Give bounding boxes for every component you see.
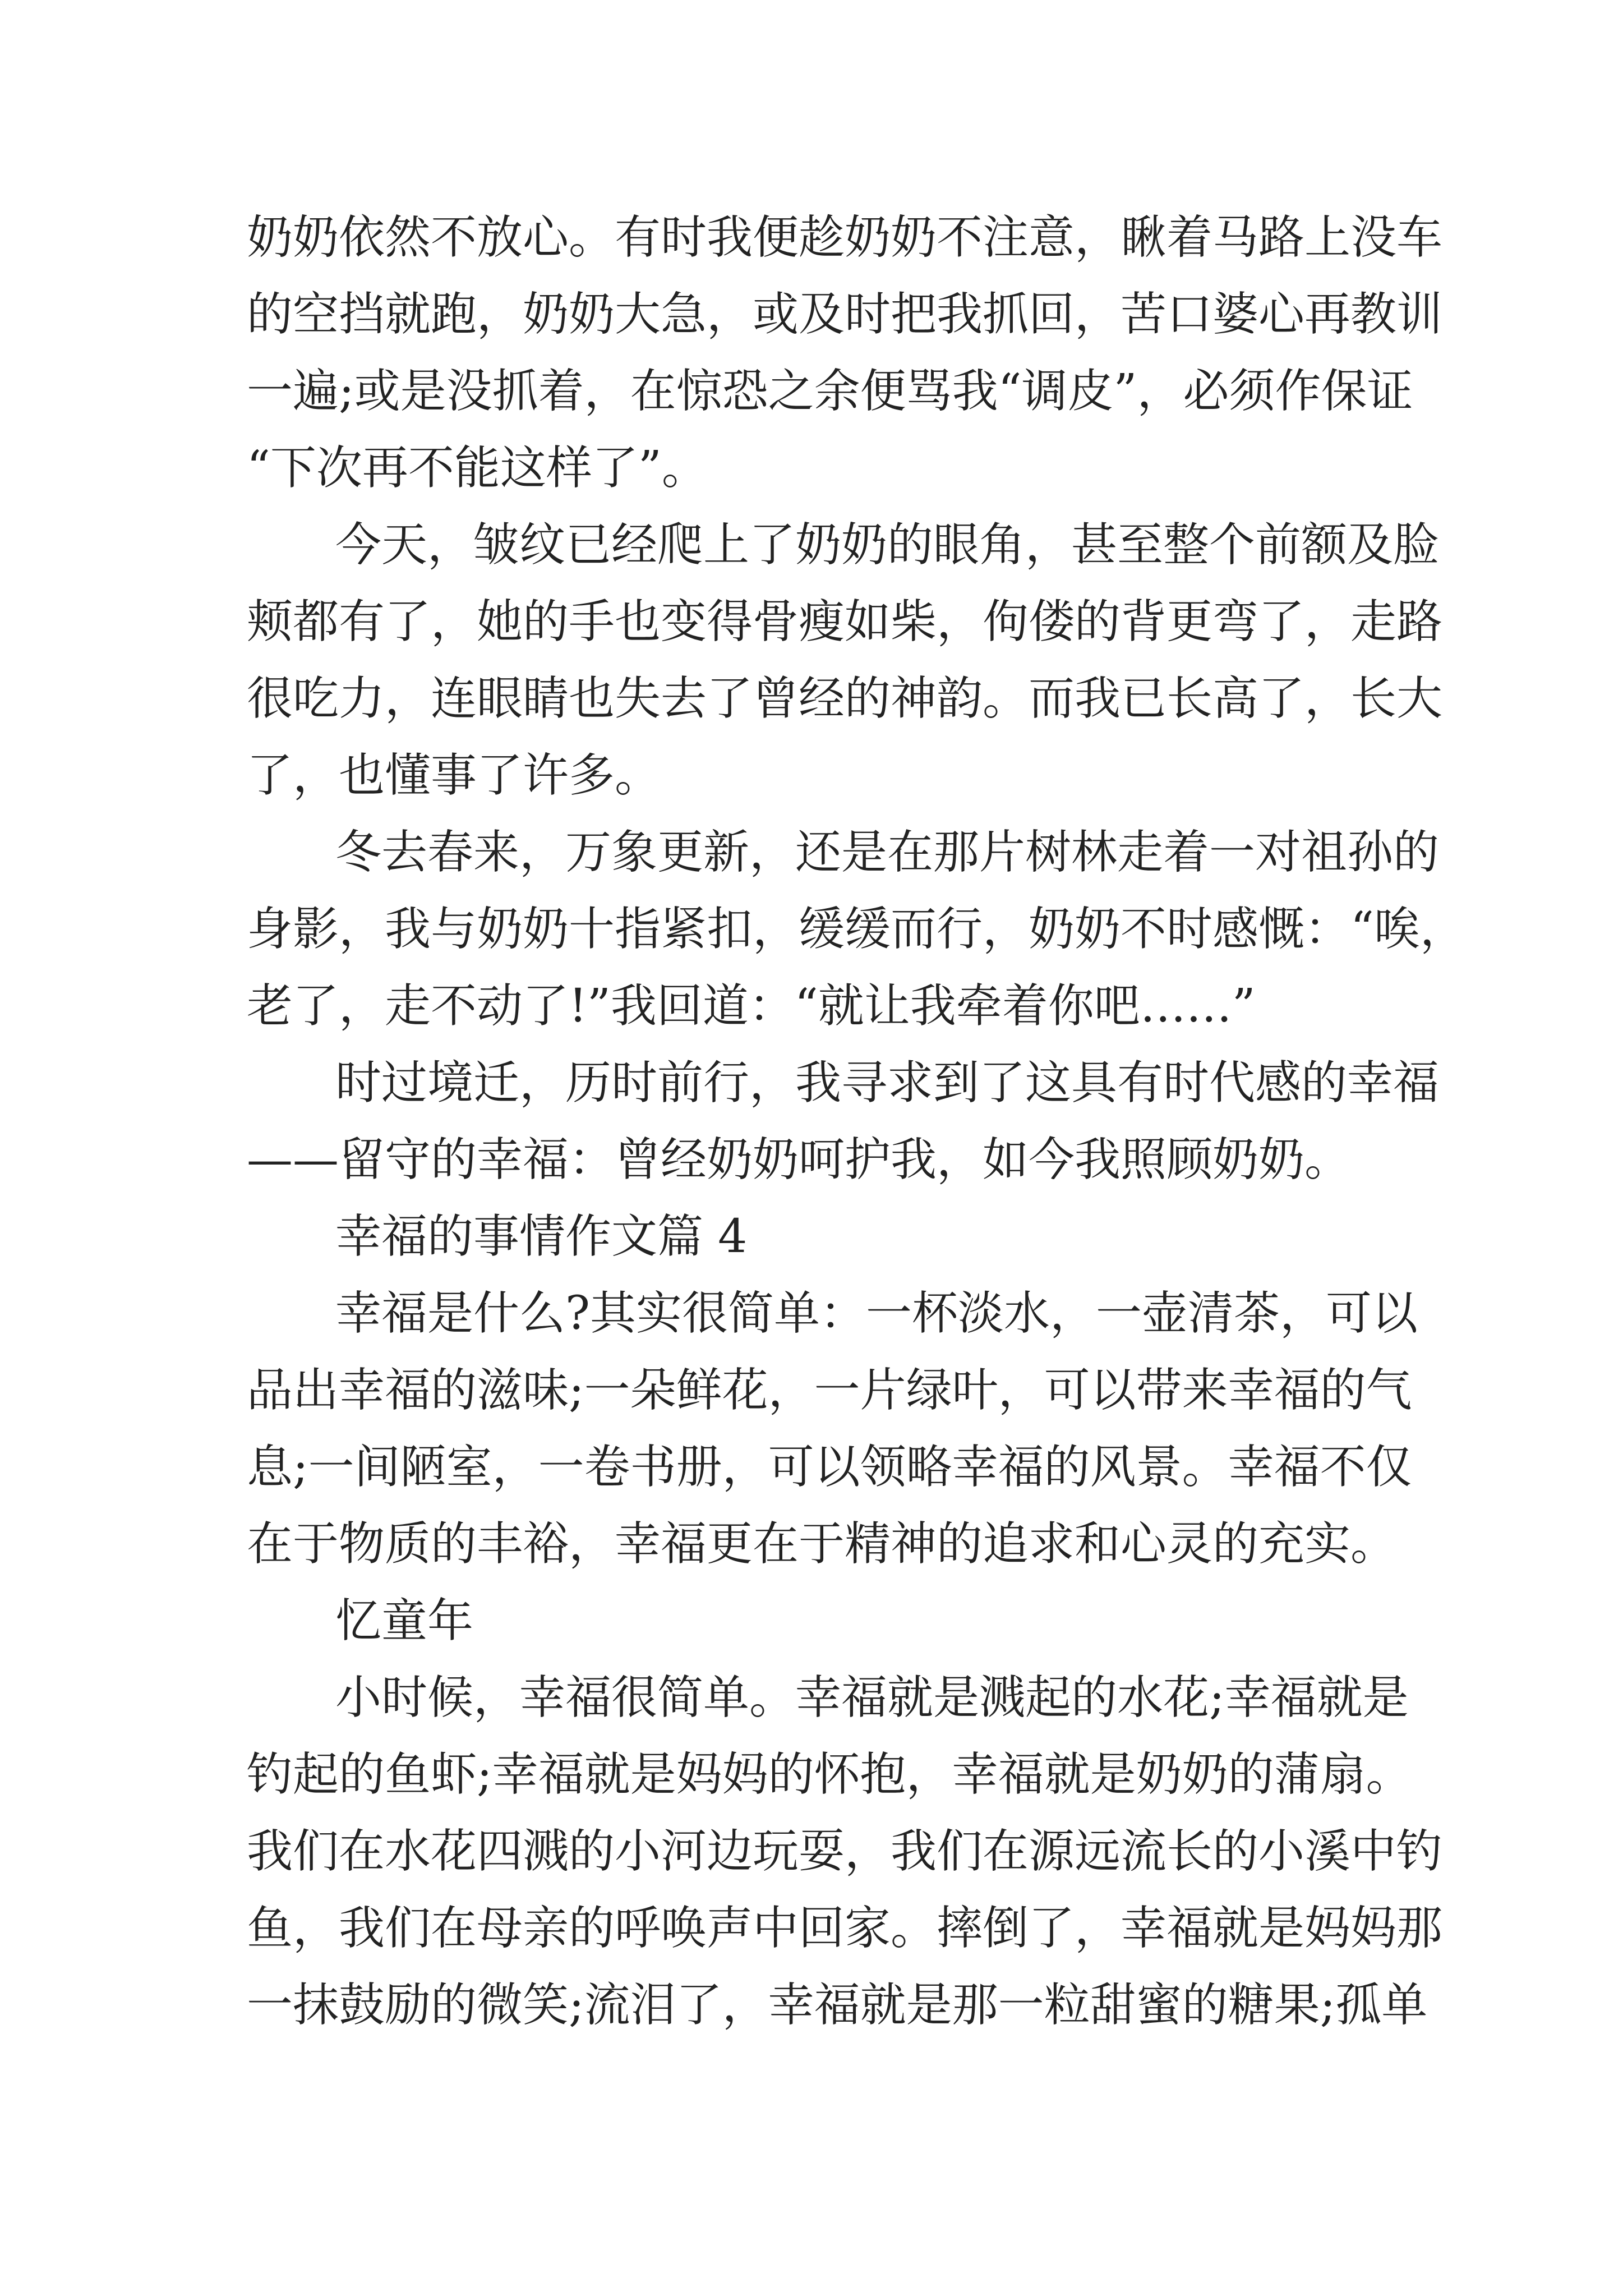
text-line: 在于物质的丰裕，幸福更在于精神的追求和心灵的充实。	[247, 1517, 1397, 1571]
text-line: 一抹鼓励的微笑;流泪了，幸福就是那一粒甜蜜的糖果;孤单	[247, 1978, 1428, 2032]
text-line: ——留守的幸福：曾经奶奶呵护我，如今我照顾奶奶。	[247, 1133, 1351, 1186]
text-line: 钓起的鱼虾;幸福就是妈妈的怀抱，幸福就是奶奶的蒲扇。	[247, 1748, 1412, 1801]
text-line: 一遍;或是没抓着，在惊恐之余便骂我“调皮”，必须作保证	[247, 365, 1413, 418]
text-line: 我们在水花四溅的小河边玩耍，我们在源远流长的小溪中钓	[247, 1825, 1443, 1878]
paragraph-first-line: 小时候，幸福很简单。幸福就是溅起的水花;幸福就是	[335, 1671, 1409, 1724]
text-line: 息;一间陋室，一卷书册，可以领略幸福的风景。幸福不仅	[247, 1441, 1412, 1494]
text-line: 奶奶依然不放心。有时我便趁奶奶不注意，瞅着马路上没车	[247, 211, 1443, 264]
subsection-heading: 忆童年	[335, 1594, 474, 1648]
text-line: 鱼，我们在母亲的呼唤声中回家。摔倒了，幸福就是妈妈那	[247, 1902, 1443, 1955]
text-line: 了，也懂事了许多。	[247, 749, 661, 802]
text-line: 身影，我与奶奶十指紧扣，缓缓而行，奶奶不时感慨：“唉，	[247, 903, 1466, 956]
paragraph-first-line: 冬去春来，万象更新，还是在那片树林走着一对祖孙的	[335, 826, 1440, 879]
section-heading: 幸福的事情作文篇 4	[335, 1210, 748, 1263]
text-line: “下次再不能这样了”。	[247, 441, 708, 495]
paragraph-first-line: 今天，皱纹已经爬上了奶奶的眼角，甚至整个前额及脸	[335, 518, 1440, 572]
text-line: 的空挡就跑，奶奶大急，或及时把我抓回，苦口婆心再教训	[247, 288, 1443, 341]
paragraph-first-line: 时过境迁，历时前行，我寻求到了这具有时代感的幸福	[335, 1056, 1440, 1110]
text-line: 颊都有了，她的手也变得骨瘦如柴，佝偻的背更弯了，走路	[247, 595, 1443, 648]
body-text	[247, 199, 1466, 2044]
text-line: 老了，走不动了!”我回道：“就让我牵着你吧……”	[247, 979, 1256, 1033]
text-line: 品出幸福的滋味;一朵鲜花，一片绿叶，可以带来幸福的气	[247, 1364, 1412, 1417]
text-line: 很吃力，连眼睛也失去了曾经的神韵。而我已长高了，长大	[247, 672, 1443, 725]
paragraph-first-line: 幸福是什么?其实很简单：一杯淡水，一壶清茶，可以	[335, 1287, 1418, 1340]
